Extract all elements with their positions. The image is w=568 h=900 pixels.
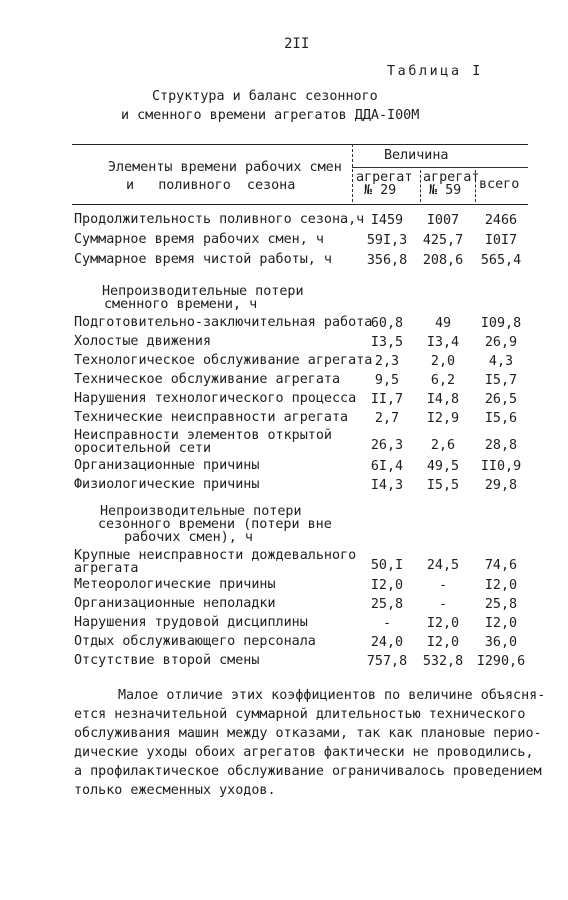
- header-col1-line-1: агрегат: [356, 170, 413, 185]
- paragraph-line: дические уходы обоих агрегатов фактически не проводились,: [74, 745, 534, 760]
- row-value-col1: 25,8: [370, 597, 404, 612]
- table-row: [0, 373, 568, 391]
- table-row: [0, 597, 568, 615]
- table-top-rule: [72, 144, 528, 145]
- row-value-col1: 6I,4: [370, 459, 404, 474]
- table-row: [0, 635, 568, 653]
- row-value-col1: I2,0: [370, 578, 404, 593]
- row-value-col3: I290,6: [476, 654, 526, 669]
- row-label: Физиологические причины: [74, 477, 260, 492]
- row-label: Продолжительность поливного сезона,ч: [74, 212, 365, 227]
- row-value-col2: -: [438, 578, 448, 593]
- row-label: Холостые движения: [74, 334, 212, 349]
- row-value-col3: 26,9: [484, 335, 518, 350]
- row-value-col1: 2,3: [374, 354, 400, 369]
- page-number: 2II: [284, 36, 310, 52]
- table-label: Таблица I: [387, 64, 483, 79]
- row-value-col2: I3,4: [426, 335, 460, 350]
- row-value-col2: 2,6: [430, 438, 456, 453]
- row-value-col1: I459: [370, 213, 404, 228]
- row-value-col1: I3,5: [370, 335, 404, 350]
- row-value-col3: 26,5: [484, 392, 518, 407]
- row-value-col3: I0I7: [484, 233, 518, 248]
- row-value-col1: I4,3: [370, 478, 404, 493]
- table-row: [0, 213, 568, 231]
- section-title-line: Непроизводительные потери: [100, 504, 302, 519]
- row-label: Техническое обслуживание агрегата: [74, 372, 341, 387]
- table-row: [0, 478, 568, 496]
- table-row: [0, 459, 568, 477]
- paragraph-line: обслуживания машин между отказами, так как плановые перио-: [74, 726, 542, 741]
- row-value-col2: I4,8: [426, 392, 460, 407]
- row-value-col2: I2,0: [426, 616, 460, 631]
- row-value-col3: 2466: [484, 213, 518, 228]
- row-value-col3: I5,6: [484, 411, 518, 426]
- paragraph-line: а профилактическое обслуживание ограничивалось проведением: [74, 764, 542, 779]
- row-label: Суммарное время чистой работы, ч: [74, 252, 332, 267]
- row-value-col3: I2,0: [484, 578, 518, 593]
- table-title-line-2: и сменного времени агрегатов ДДА-I00М: [121, 108, 420, 123]
- header-col2-line-2: № 59: [429, 183, 462, 198]
- table-header-bottom-rule: [72, 204, 528, 205]
- row-value-col2: 532,8: [422, 654, 464, 669]
- row-value-col3: 28,8: [484, 438, 518, 453]
- row-value-col1: -: [382, 616, 392, 631]
- table-row: [0, 616, 568, 634]
- header-sub-rule: [352, 167, 528, 168]
- row-value-col2: 208,6: [422, 253, 464, 268]
- row-value-col1: 2,7: [374, 411, 400, 426]
- row-label: Крупные неисправности дождевального агрегата: [74, 548, 357, 576]
- row-label: Нарушения трудовой дисциплины: [74, 615, 308, 630]
- row-value-col2: I2,9: [426, 411, 460, 426]
- table-row: [0, 316, 568, 334]
- row-value-col3: II0,9: [480, 459, 522, 474]
- header-elements-line-1: Элементы времени рабочих смен: [108, 160, 342, 175]
- row-value-col3: 4,3: [488, 354, 514, 369]
- row-value-col1: 50,I: [370, 558, 404, 573]
- table-title-line-1: Структура и баланс сезонного: [152, 89, 378, 104]
- table-row: [0, 233, 568, 251]
- row-value-col2: 425,7: [422, 233, 464, 248]
- table-row: [0, 654, 568, 672]
- table-row: [0, 392, 568, 410]
- row-value-col2: I5,5: [426, 478, 460, 493]
- row-value-col2: I007: [426, 213, 460, 228]
- row-value-col3: 74,6: [484, 558, 518, 573]
- row-value-col2: -: [438, 597, 448, 612]
- paragraph-line: Малое отличие этих коэффициентов по величине объясня-: [118, 688, 546, 703]
- row-value-col3: 36,0: [484, 635, 518, 650]
- row-value-col1: 757,8: [366, 654, 408, 669]
- table-row: [0, 429, 568, 459]
- row-value-col2: 49,5: [426, 459, 460, 474]
- row-value-col3: I5,7: [484, 373, 518, 388]
- section-title-line: рабочих смен), ч: [124, 530, 253, 545]
- row-label: Подготовительно-заключительная работа: [74, 315, 373, 330]
- row-label: Суммарное время рабочих смен, ч: [74, 232, 324, 247]
- table-row: [0, 253, 568, 271]
- header-elements-line-2: и поливного сезона: [126, 178, 296, 193]
- row-value-col3: 565,4: [480, 253, 522, 268]
- section-title-line: сезонного времени (потери вне: [98, 517, 332, 532]
- paragraph-line: ется незначительной суммарной длительностью технического: [74, 707, 526, 722]
- header-column-divider: [420, 170, 421, 202]
- table-row: [0, 354, 568, 372]
- header-col3: всего: [479, 177, 520, 192]
- row-value-col3: I2,0: [484, 616, 518, 631]
- row-value-col3: I09,8: [480, 316, 522, 331]
- row-label: Отдых обслуживающего персонала: [74, 634, 316, 649]
- section-title-line: сменного времени, ч: [104, 297, 258, 312]
- row-label: Нарушения технологического процесса: [74, 391, 357, 406]
- row-label: Технологическое обслуживание агрегата: [74, 353, 373, 368]
- row-value-col1: 59I,3: [366, 233, 408, 248]
- table-row: [0, 549, 568, 579]
- row-label: Технические неисправности агрегата: [74, 410, 349, 425]
- header-magnitude: Величина: [384, 148, 449, 163]
- table-row: [0, 411, 568, 429]
- header-col2-line-1: агрегат: [423, 170, 480, 185]
- row-value-col1: 60,8: [370, 316, 404, 331]
- row-label: Организационные неполадки: [74, 596, 276, 611]
- row-value-col1: II,7: [370, 392, 404, 407]
- row-label: Организационные причины: [74, 458, 260, 473]
- row-value-col1: 24,0: [370, 635, 404, 650]
- paragraph-line: только ежесменных уходов.: [74, 783, 276, 798]
- row-value-col3: 29,8: [484, 478, 518, 493]
- row-label: Метеорологические причины: [74, 577, 276, 592]
- table-row: [0, 335, 568, 353]
- row-value-col1: 356,8: [366, 253, 408, 268]
- row-value-col1: 26,3: [370, 438, 404, 453]
- row-value-col2: 2,0: [430, 354, 456, 369]
- header-col1-line-2: № 29: [364, 183, 397, 198]
- table-row: [0, 578, 568, 596]
- row-label: Отсутствие второй смены: [74, 653, 260, 668]
- row-value-col3: 25,8: [484, 597, 518, 612]
- row-value-col1: 9,5: [374, 373, 400, 388]
- header-column-divider: [352, 144, 353, 202]
- row-label: Неисправности элементов открытой оросительной сети: [74, 428, 332, 456]
- row-value-col2: 24,5: [426, 558, 460, 573]
- section-title-line: Непроизводительные потери: [102, 284, 304, 299]
- row-value-col2: 6,2: [430, 373, 456, 388]
- row-value-col2: 49: [434, 316, 452, 331]
- row-value-col2: I2,0: [426, 635, 460, 650]
